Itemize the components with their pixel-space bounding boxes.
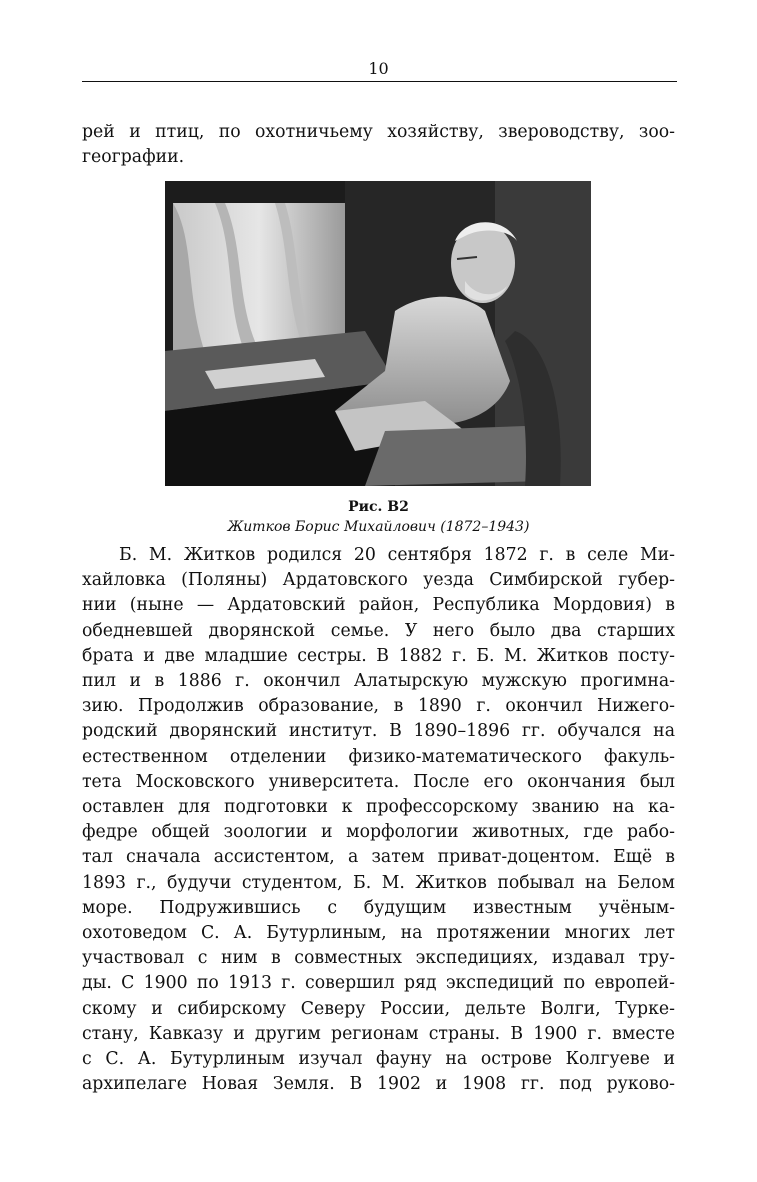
text-line: охотоведом С. А. Бутурлиным, на протяжении многих лет (82, 923, 675, 944)
text-line: скому и сибирскому Северу России, дельте Волги, Турке- (82, 998, 675, 1019)
text-line: естественном отделении физико-математического факуль- (82, 746, 675, 767)
body-paragraph (82, 543, 675, 1097)
text-line: зию. Продолжив образование, в 1890 г. окончил Нижего- (82, 696, 675, 717)
text-line: стану, Кавказу и другим регионам страны. В 1900 г. вместе (82, 1023, 675, 1044)
text-line: море. Подружившись с будущим известным учёным- (82, 897, 675, 918)
text-line: обедневшей дворянской семье. У него было два старших (82, 620, 675, 641)
figure-caption: Житков Борис Михайлович (1872–1943) (227, 519, 530, 535)
text-line: 1893 г., будучи студентом, Б. М. Житков побывал на Белом (82, 872, 675, 893)
page-number: 10 (368, 59, 389, 78)
portrait-photo (165, 181, 591, 486)
text-line: с С. А. Бутурлиным изучал фауну на острове Колгуеве и (82, 1049, 675, 1070)
text-line: пил и в 1886 г. окончил Алатырскую мужскую прогимна- (82, 671, 675, 692)
text-line: родский дворянский институт. В 1890–1896 гг. обучался на (82, 721, 675, 742)
figure-label: Рис. В2 (348, 499, 409, 515)
text-line: федре общей зоологии и морфологии животных, где рабо- (82, 822, 675, 843)
text-line: хайловка (Поляны) Ардатовского уезда Симбирской губер- (82, 570, 675, 591)
intro-paragraph (82, 120, 675, 170)
text-line: оставлен для подготовки к профессорскому званию на ка- (82, 797, 675, 818)
text-line: рей и птиц, по охотничьему хозяйству, звероводству, зоо- (82, 122, 675, 142)
header-rule (82, 81, 677, 82)
text-line: брата и две младшие сестры. В 1882 г. Б. М. Житков посту- (82, 645, 675, 666)
text-line: географии. (82, 147, 185, 168)
text-line: тал сначала ассистентом, а затем приват-доцентом. Ещё в (82, 847, 675, 868)
text-line: участвовал с ним в совместных экспедициях, издавал тру- (82, 948, 675, 969)
text-line: тета Московского университета. После его окончания был (82, 771, 675, 792)
text-line: архипелаге Новая Земля. В 1902 и 1908 гг. под руково- (82, 1074, 675, 1095)
text-line: Б. М. Житков родился 20 сентября 1872 г. в селе Ми- (119, 545, 675, 565)
text-line: ды. С 1900 по 1913 г. совершил ряд экспедиций по европей- (82, 973, 675, 994)
text-line: нии (ныне — Ардатовский район, Республика Мордовия) в (82, 595, 675, 616)
